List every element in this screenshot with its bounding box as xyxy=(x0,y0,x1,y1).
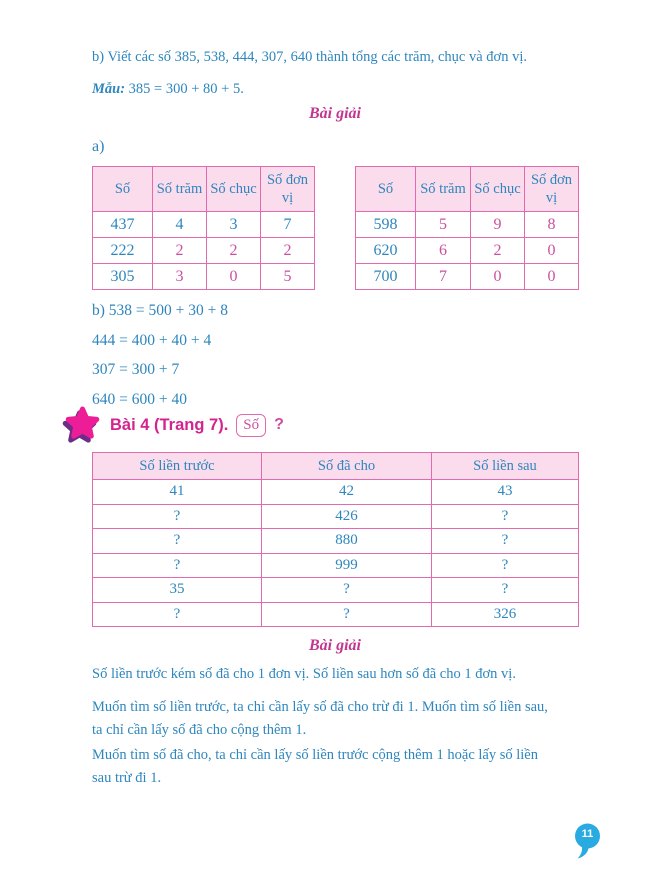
column-header: Số chục xyxy=(471,167,525,212)
table-row xyxy=(93,602,579,627)
equation-line: b) 538 = 500 + 30 + 8 xyxy=(92,302,229,319)
table-cell: 43 xyxy=(432,480,579,505)
table-cell: 426 xyxy=(262,504,432,529)
part-b-equations xyxy=(92,296,228,414)
table-row xyxy=(93,238,315,264)
answer-cell: 5 xyxy=(261,264,315,290)
table-cell: 598 xyxy=(356,212,416,238)
equation-line: 444 = 400 + 40 + 4 xyxy=(92,331,212,349)
table-row xyxy=(356,264,579,290)
table-cell: ? xyxy=(93,553,262,578)
paragraph-line: Muốn tìm số đã cho, ta chỉ cần lấy số liền trước cộng thêm 1 hoặc lấy số liền xyxy=(92,747,538,763)
table-cell: 326 xyxy=(432,602,579,627)
paragraph-line: ta chỉ cần lấy số đã cho cộng thêm 1. xyxy=(92,722,307,738)
answer-cell: 2 xyxy=(261,238,315,264)
table-cell: 42 xyxy=(262,480,432,505)
table-cell: 437 xyxy=(93,212,153,238)
table-cell: 305 xyxy=(93,264,153,290)
solution-heading-1: Bài giải xyxy=(308,105,361,122)
paragraph-line: sau trừ đi 1. xyxy=(92,770,162,786)
place-value-table-right xyxy=(355,166,579,290)
so-box-label: Số xyxy=(236,414,266,437)
column-header: Số đã cho xyxy=(262,453,432,480)
answer-cell: 0 xyxy=(207,264,261,290)
place-value-table-left xyxy=(92,166,315,290)
table-row xyxy=(93,553,579,578)
table-cell: 7 xyxy=(261,212,315,238)
answer-cell: 5 xyxy=(416,212,471,238)
table-row xyxy=(93,264,315,290)
column-header: Số đơn vị xyxy=(525,167,579,212)
part-a-label: a) xyxy=(92,138,105,155)
column-header: Số xyxy=(356,167,416,212)
table-cell: 880 xyxy=(262,529,432,554)
table-row xyxy=(93,529,579,554)
answer-cell: 2 xyxy=(153,238,207,264)
table-cell: ? xyxy=(262,578,432,603)
table-row xyxy=(356,212,579,238)
intro-line: b) Viết các số 385, 538, 444, 307, 640 thành tổng các trăm, chục và đơn vị. xyxy=(92,49,527,65)
equation-line: 640 = 600 + 40 xyxy=(92,390,187,408)
table-cell: ? xyxy=(432,553,579,578)
answer-cell: 9 xyxy=(471,212,525,238)
answer-cell: 0 xyxy=(525,264,579,290)
explanation-paragraph-2 xyxy=(92,696,548,742)
table-cell: 3 xyxy=(207,212,261,238)
answer-cell: 8 xyxy=(525,212,579,238)
question-mark: ? xyxy=(274,416,284,433)
answer-cell: 2 xyxy=(471,238,525,264)
answer-cell: 0 xyxy=(471,264,525,290)
paragraph-line: Số liền trước kém số đã cho 1 đơn vị. Số liền sau hơn số đã cho 1 đơn vị. xyxy=(92,666,516,682)
equation-line: 307 = 300 + 7 xyxy=(92,361,180,378)
table-cell: 4 xyxy=(153,212,207,238)
sample-value: 385 = 300 + 80 + 5. xyxy=(128,81,244,97)
table-cell: 35 xyxy=(93,578,262,603)
table-row xyxy=(356,238,579,264)
table-cell: ? xyxy=(93,529,262,554)
table-row xyxy=(93,578,579,603)
column-header: Số trăm xyxy=(153,167,207,212)
table-cell: ? xyxy=(262,602,432,627)
column-header: Số liền trước xyxy=(93,453,262,480)
explanation-paragraph-1 xyxy=(92,663,516,686)
column-header: Số đơn vị xyxy=(261,167,315,212)
exercise-title: Bài 4 (Trang 7). xyxy=(110,415,229,434)
page-number: 11 xyxy=(581,828,594,840)
table-cell: ? xyxy=(432,578,579,603)
exercise-title-row xyxy=(62,404,284,446)
sample-line xyxy=(92,81,244,98)
column-header: Số liền sau xyxy=(432,453,579,480)
table-cell: ? xyxy=(432,504,579,529)
table-cell: 620 xyxy=(356,238,416,264)
table-row xyxy=(93,480,579,505)
page-number-badge xyxy=(574,823,604,861)
table-row xyxy=(93,504,579,529)
paragraph-line: Muốn tìm số liền trước, ta chỉ cần lấy số đã cho trừ đi 1. Muốn tìm số liền sau, xyxy=(92,699,548,715)
table-cell: 222 xyxy=(93,238,153,264)
answer-cell: 7 xyxy=(416,264,471,290)
column-header: Số xyxy=(93,167,153,212)
table-cell: 700 xyxy=(356,264,416,290)
column-header: Số chục xyxy=(207,167,261,212)
table-cell: ? xyxy=(432,529,579,554)
table-cell: 41 xyxy=(93,480,262,505)
explanation-paragraph-3 xyxy=(92,744,538,790)
sample-label: Mẫu: xyxy=(92,81,126,97)
table-cell: ? xyxy=(93,504,262,529)
star-icon xyxy=(62,404,102,446)
column-header: Số trăm xyxy=(416,167,471,212)
answer-cell: 0 xyxy=(525,238,579,264)
table-cell: ? xyxy=(93,602,262,627)
answer-cell: 3 xyxy=(153,264,207,290)
table-cell: 999 xyxy=(262,553,432,578)
number-neighbours-table xyxy=(92,452,579,627)
answer-cell: 2 xyxy=(207,238,261,264)
table-row xyxy=(93,212,315,238)
solution-heading-2: Bài giải xyxy=(308,637,361,654)
answer-cell: 6 xyxy=(416,238,471,264)
